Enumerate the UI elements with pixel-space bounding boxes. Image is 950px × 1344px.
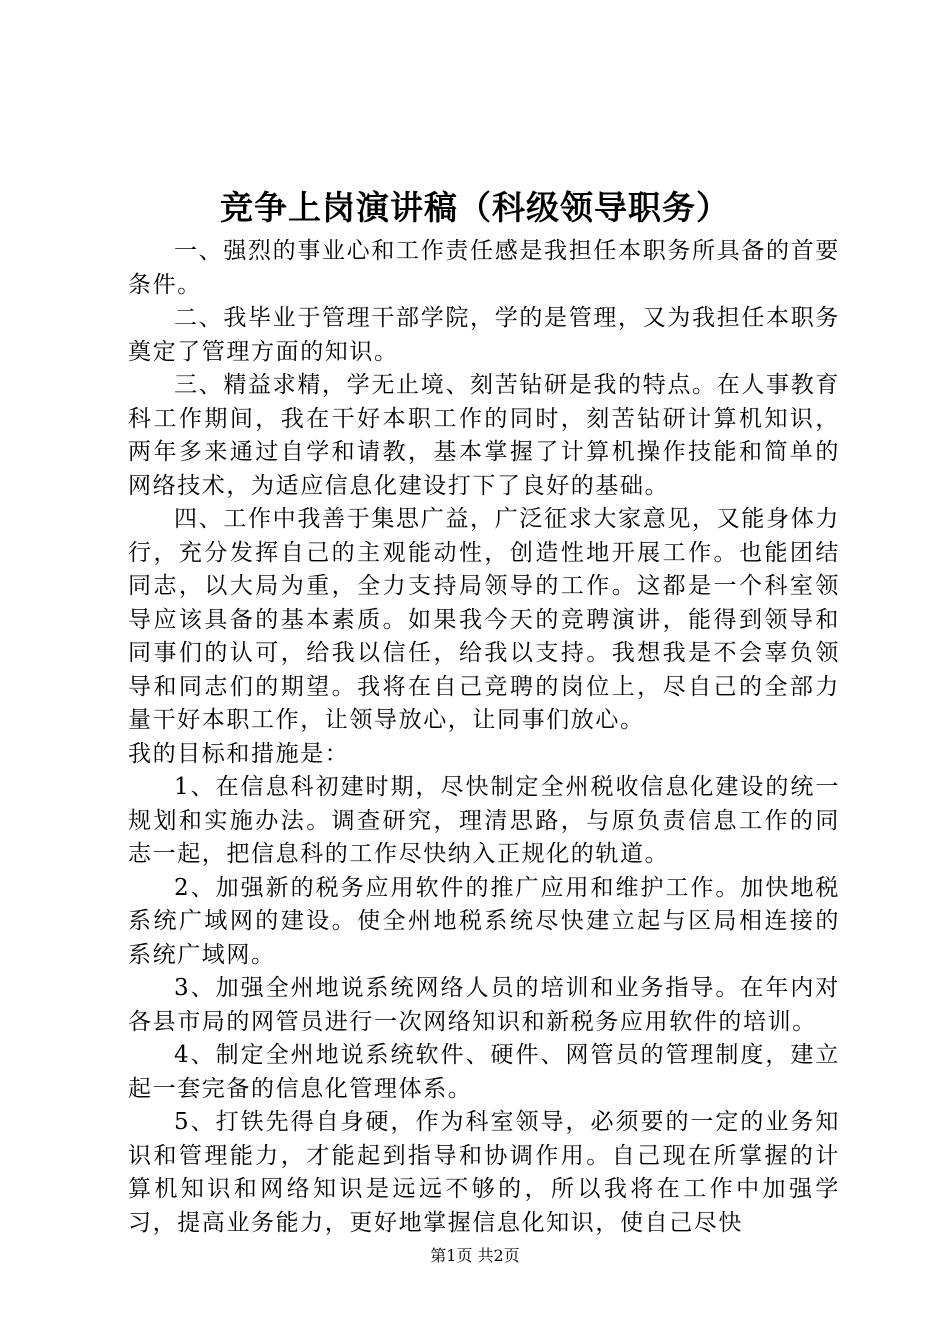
paragraph-2: 二、我毕业于管理干部学院，学的是管理，又为我担任本职务奠定了管理方面的知识。: [128, 305, 840, 365]
document-body: [128, 235, 840, 1240]
paragraph-measure-1: 1、在信息科初建时期，尽快制定全州税收信息化建设的统一规划和实施办法。调查研究，理清思路，与原负责信息工作的同志一起，把信息科的工作尽快纳入正规化的轨道。: [128, 774, 840, 867]
paragraph-3: 三、精益求精，学无止境、刻苦钻研是我的特点。在人事教育科工作期间，我在干好本职工作的同时，刻苦钻研计算机知识，两年多来通过自学和请教，基本掌握了计算机操作技能和简单的网络技术，为适应信息化建设打下了良好的基础。: [128, 372, 840, 499]
paragraph-1: 一、强烈的事业心和工作责任感是我担任本职务所具备的首要条件。: [128, 238, 840, 298]
paragraph-goals-heading: 我的目标和措施是：: [128, 740, 350, 767]
paragraph-measure-4: 4、制定全州地说系统软件、硬件、网管员的管理制度，建立起一套完备的信息化管理体系。: [128, 1042, 840, 1102]
paragraph-measure-2: 2、加强新的税务应用软件的推广应用和维护工作。加快地税系统广域网的建设。使全州地税系统尽快建立起与区局相连接的系统广域网。: [128, 874, 840, 968]
page-number-footer: 第1页 共2页: [430, 1246, 520, 1265]
paragraph-measure-3: 3、加强全州地说系统网络人员的培训和业务指导。在年内对各县市局的网管员进行一次网络知识和新税务应用软件的培训。: [128, 975, 840, 1035]
paragraph-measure-5: 5、打铁先得自身硬，作为科室领导，必须要的一定的业务知识和管理能力，才能起到指导和协调作用。自己现在所掌握的计算机知识和网络知识是远远不够的，所以我将在工作中加强学习，提高业务能力，更好地掌握信息化知识，使自己尽快: [128, 1109, 840, 1236]
paragraph-4: 四、工作中我善于集思广益，广泛征求大家意见，又能身体力行，充分发挥自己的主观能动性，创造性地开展工作。也能团结同志，以大局为重，全力支持局领导的工作。这都是一个科室领导应该具备的基本素质。如果我今天的竞聘演讲，能得到领导和同事们的认可，给我以信任，给我以支持。我想我是不会辜负领导和同志们的期望。我将在自己竞聘的岗位上，尽自己的全部力量干好本职工作，让领导放心，让同事们放心。: [128, 506, 840, 733]
document-title: 竞争上岗演讲稿（科级领导职务）: [220, 188, 730, 227]
